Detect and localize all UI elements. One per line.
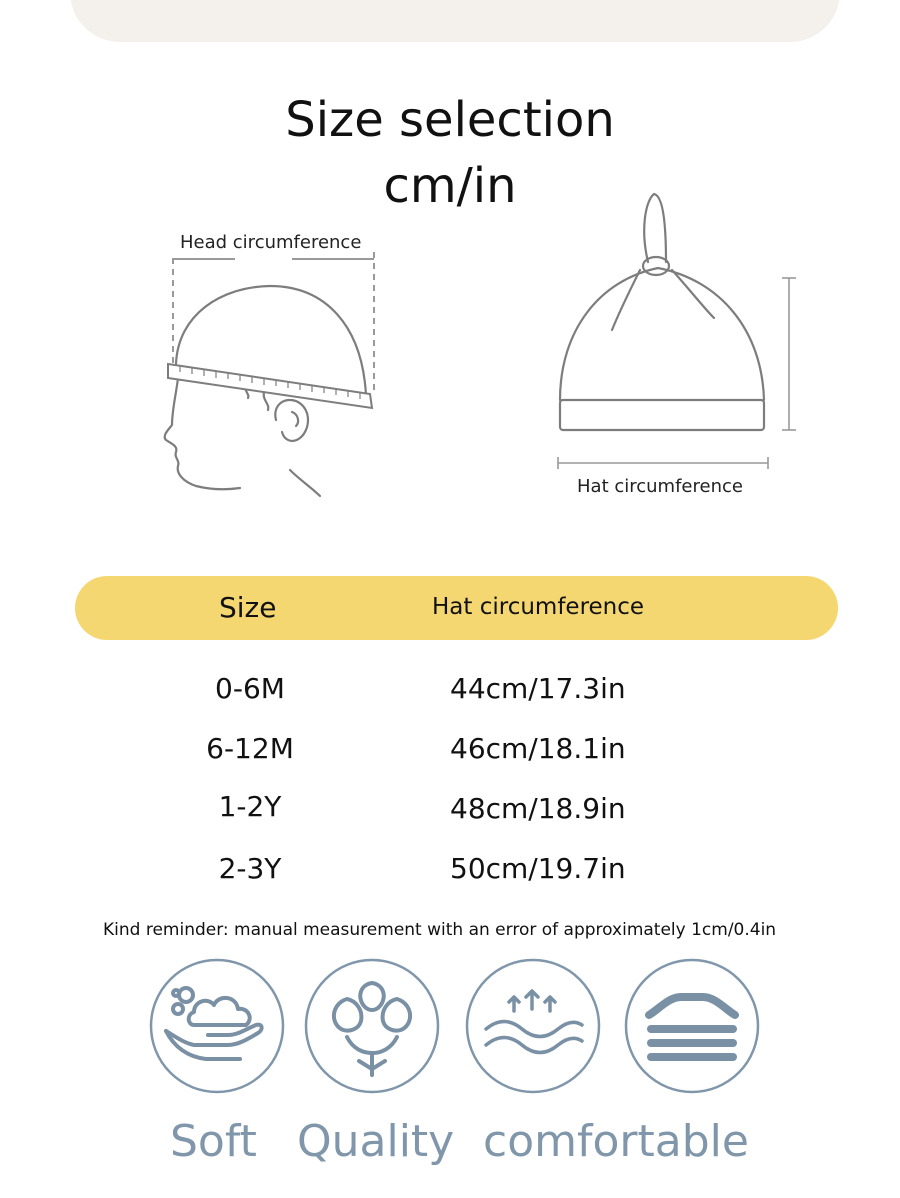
reminder-text: Kind reminder: manual measurement with an error of approximately 1cm/0.4in	[103, 920, 777, 940]
measurement-diagram	[0, 0, 900, 560]
reminder-note	[103, 920, 873, 944]
circumference-cell: 48cm/18.9in	[450, 792, 626, 825]
feature-label-comfortable: comfortable	[483, 1116, 749, 1167]
circumference-cell: 44cm/17.3in	[450, 672, 626, 705]
cotton-icon	[303, 957, 441, 1095]
size-cell: 0-6M	[215, 672, 285, 705]
table-row	[0, 672, 900, 712]
size-column-header: Size	[219, 591, 277, 624]
page-subtitle-units: cm/in	[383, 158, 517, 214]
table-row	[0, 732, 900, 772]
size-cell: 2-3Y	[218, 852, 282, 885]
circumference-column-header: Hat circumference	[432, 594, 645, 620]
measuring-tape	[168, 364, 372, 408]
circumference-cell: 50cm/19.7in	[450, 852, 626, 885]
hat-icon	[560, 194, 764, 430]
hat-circumference-label: Hat circumference	[577, 476, 743, 497]
page-title: Size selection	[285, 92, 615, 148]
circumference-cell: 46cm/18.1in	[450, 732, 626, 765]
feature-label-quality: Quality	[297, 1116, 455, 1167]
layers-icon	[623, 957, 761, 1095]
table-row	[0, 852, 900, 892]
feature-label-soft: Soft	[170, 1116, 257, 1167]
breathable-waves-icon	[464, 957, 602, 1095]
size-cell: 1-2Y	[218, 790, 282, 823]
hand-cloud-icon	[148, 957, 286, 1095]
size-cell: 6-12M	[206, 732, 294, 765]
head-circumference-label: Head circumference	[180, 232, 362, 253]
table-row	[0, 790, 900, 830]
